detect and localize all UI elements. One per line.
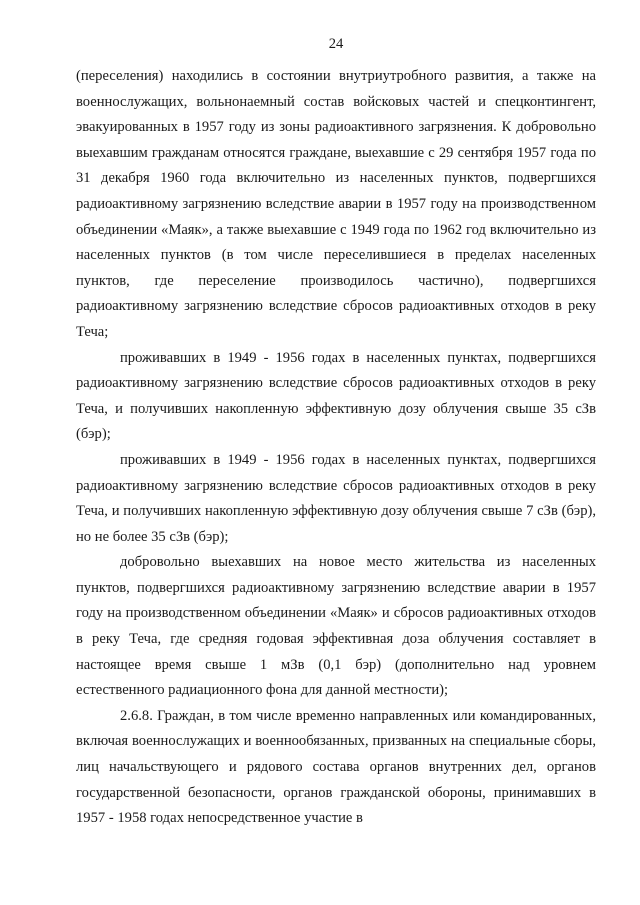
- paragraph-1: (переселения) находились в состоянии внутриутробного развития, а также на военнослужащих, вольнонаемный состав войсковых частей и спецконтингент, эвакуированных в 1957 году из зоны радиоактивного загрязнения. К добровольно выехавшим гражданам относятся граждане, выехавшие с 29 сентября 1957 года по 31 декабря 1960 года включительно из населенных пунктов, подвергшихся радиоактивному загрязнению вследствие аварии в 1957 году на производственном объединении «Маяк», а также выехавшие с 1949 года по 1962 год включительно из населенных пунктов (в том числе переселившиеся в пределах населенных пунктов, где переселение производилось частично), подвергшихся радиоактивному загрязнению вследствие сбросов радиоактивных отходов в реку Теча;: [76, 68, 596, 340]
- page-number: 24: [328, 36, 344, 52]
- paragraph-5: 2.6.8. Граждан, в том числе временно направленных или командированных, включая военнослужащих и военнообязанных, призванных на специальные сборы, лиц начальствующего и рядового состава органов внутренних дел, органов государственной безопасности, органов гражданской обороны, принимавших в 1957 - 1958 годах непосредственное участие в: [76, 707, 596, 827]
- paragraph-4: добровольно выехавших на новое место жительства из населенных пунктов, подвергшихся радиоактивному загрязнению вследствие аварии в 1957 году на производственном объединении «Маяк» и сбросов радиоактивных отходов в реку Теча, где средняя годовая эффективная доза облучения составляет в настоящее время свыше 1 мЗв (0,1 бэр) (дополнительно над уровнем естественного радиационного фона для данной местности);: [76, 554, 596, 699]
- paragraph-2: проживавших в 1949 - 1956 годах в населенных пунктах, подвергшихся радиоактивному загрязнению вследствие сбросов радиоактивных отходов в реку Теча, и получивших накопленную эффективную дозу облучения свыше 35 сЗв (бэр);: [76, 349, 596, 443]
- paragraph-3: проживавших в 1949 - 1956 годах в населенных пунктах, подвергшихся радиоактивному загрязнению вследствие сбросов радиоактивных отходов в реку Теча, и получивших накопленную эффективную дозу облучения свыше 7 сЗв (бэр), но не более 35 сЗв (бэр);: [76, 451, 596, 545]
